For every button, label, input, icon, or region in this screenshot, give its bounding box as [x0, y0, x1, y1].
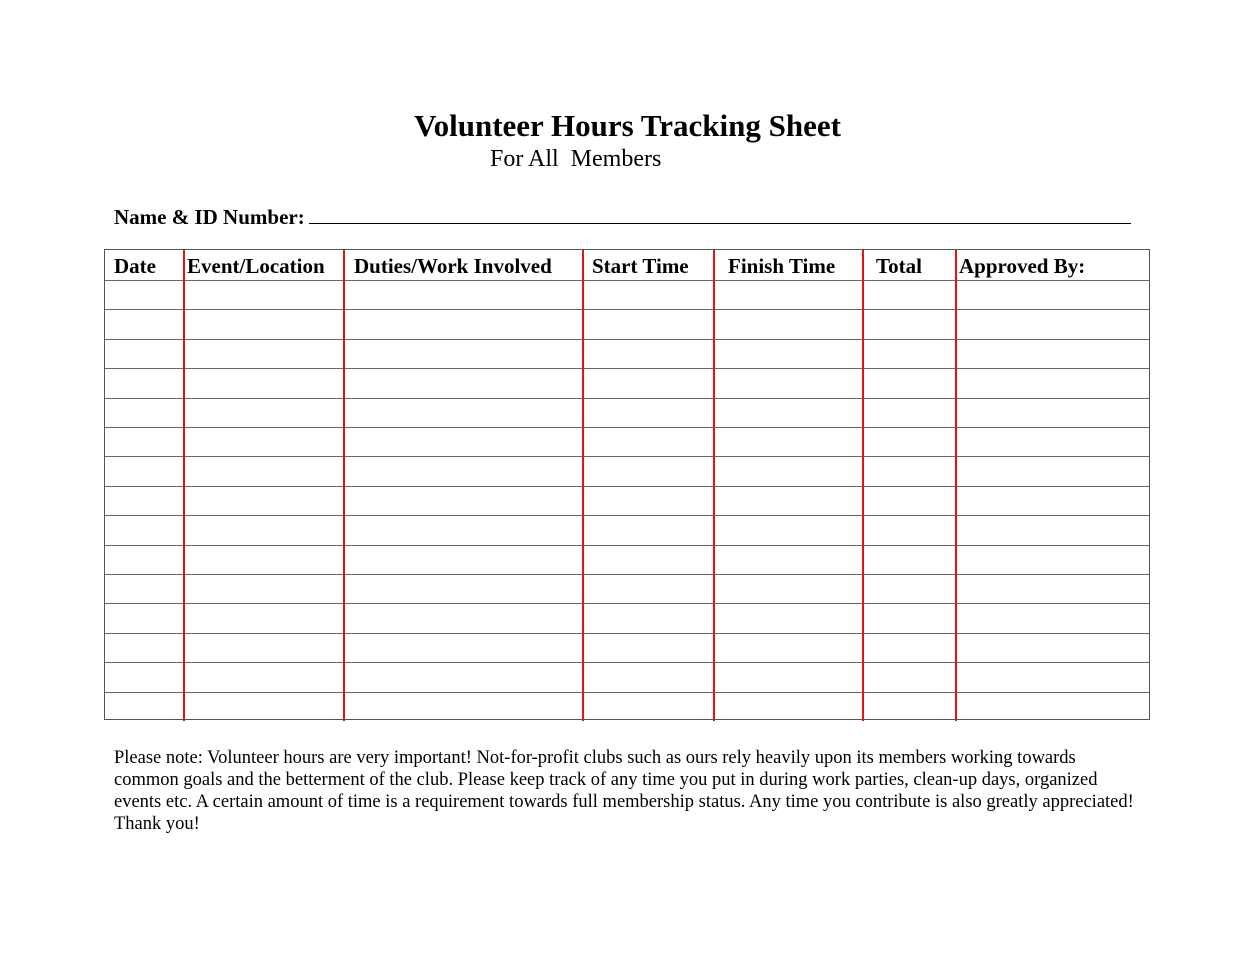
- table-cell[interactable]: [107, 663, 182, 690]
- table-cell[interactable]: [957, 516, 1148, 543]
- table-cell[interactable]: [957, 369, 1148, 396]
- table-cell[interactable]: [107, 575, 182, 602]
- table-cell[interactable]: [864, 487, 954, 514]
- table-cell[interactable]: [584, 546, 712, 573]
- table-cell[interactable]: [715, 634, 861, 661]
- column-header-total: Total: [876, 254, 922, 278]
- table-cell[interactable]: [107, 310, 182, 337]
- table-cell[interactable]: [957, 546, 1148, 573]
- table-cell[interactable]: [715, 663, 861, 690]
- table-cell[interactable]: [584, 399, 712, 426]
- table-cell[interactable]: [584, 457, 712, 484]
- table-cell[interactable]: [185, 457, 342, 484]
- table-cell[interactable]: [957, 663, 1148, 690]
- table-cell[interactable]: [107, 634, 182, 661]
- table-cell[interactable]: [864, 369, 954, 396]
- hours-table: [104, 249, 1150, 720]
- table-cell[interactable]: [107, 546, 182, 573]
- table-cell[interactable]: [584, 369, 712, 396]
- column-header-event-location: Event/Location: [187, 254, 325, 278]
- column-header-approved-by: Approved By:: [959, 254, 1086, 278]
- table-cell[interactable]: [584, 310, 712, 337]
- table-cell[interactable]: [957, 310, 1148, 337]
- table-cell[interactable]: [715, 516, 861, 543]
- column-header-start-time: Start Time: [592, 254, 689, 278]
- table-cell[interactable]: [715, 487, 861, 514]
- table-cell[interactable]: [185, 340, 342, 367]
- table-cell[interactable]: [345, 340, 581, 367]
- table-cell[interactable]: [185, 575, 342, 602]
- table-cell[interactable]: [864, 575, 954, 602]
- table-cell[interactable]: [957, 457, 1148, 484]
- table-cell[interactable]: [584, 575, 712, 602]
- table-cell[interactable]: [107, 604, 182, 631]
- table-cell[interactable]: [185, 281, 342, 308]
- table-cell[interactable]: [864, 399, 954, 426]
- table-cell[interactable]: [715, 575, 861, 602]
- table-cell[interactable]: [345, 546, 581, 573]
- table-cell[interactable]: [185, 487, 342, 514]
- table-cell[interactable]: [185, 546, 342, 573]
- table-cell[interactable]: [715, 399, 861, 426]
- sheet-subtitle: For All Members: [490, 146, 662, 172]
- table-cell[interactable]: [584, 663, 712, 690]
- table-cell[interactable]: [715, 604, 861, 631]
- column-header-finish-time: Finish Time: [728, 254, 836, 278]
- table-cell[interactable]: [107, 487, 182, 514]
- table-cell[interactable]: [584, 340, 712, 367]
- table-cell[interactable]: [345, 575, 581, 602]
- table-cell[interactable]: [957, 340, 1148, 367]
- table-cell[interactable]: [864, 281, 954, 308]
- name-id-blank-line[interactable]: [309, 201, 1131, 224]
- table-cell[interactable]: [185, 399, 342, 426]
- table-cell[interactable]: [584, 634, 712, 661]
- table-cell[interactable]: [957, 575, 1148, 602]
- table-cell[interactable]: [107, 516, 182, 543]
- table-cell[interactable]: [584, 487, 712, 514]
- row-divider: [105, 692, 1149, 693]
- column-header-duties: Duties/Work Involved: [354, 254, 552, 278]
- table-cell[interactable]: [864, 340, 954, 367]
- note-paragraph: Please note: Volunteer hours are very important! Not-for-profit clubs such as ours rely heavily upon its members working towards common goals and the betterment of the club. Please keep track of any time you put in during work parties, clean-up days, organized events etc. A certain amount of time is a requirement towards full membership status. Any time you contribute is also greatly appreciated! Thank you!: [114, 748, 1134, 834]
- table-cell[interactable]: [345, 399, 581, 426]
- table-cell[interactable]: [957, 399, 1148, 426]
- sheet-title: Volunteer Hours Tracking Sheet: [414, 108, 841, 143]
- table-cell[interactable]: [345, 604, 581, 631]
- column-header-date: Date: [114, 254, 156, 278]
- table-cell[interactable]: [345, 516, 581, 543]
- table-cell[interactable]: [185, 310, 342, 337]
- table-cell[interactable]: [584, 516, 712, 543]
- table-cell[interactable]: [715, 281, 861, 308]
- table-cell[interactable]: [345, 281, 581, 308]
- table-cell[interactable]: [715, 369, 861, 396]
- table-cell[interactable]: [107, 369, 182, 396]
- table-cell[interactable]: [345, 457, 581, 484]
- table-cell[interactable]: [345, 428, 581, 455]
- table-cell[interactable]: [345, 487, 581, 514]
- table-cell[interactable]: [715, 428, 861, 455]
- table-cell[interactable]: [345, 369, 581, 396]
- table-cell[interactable]: [864, 546, 954, 573]
- name-id-label: Name & ID Number:: [114, 205, 305, 229]
- table-cell[interactable]: [957, 604, 1148, 631]
- table-cell[interactable]: [107, 281, 182, 308]
- table-cell[interactable]: [864, 516, 954, 543]
- table-cell[interactable]: [185, 428, 342, 455]
- table-cell[interactable]: [584, 428, 712, 455]
- table-cell[interactable]: [107, 399, 182, 426]
- table-cell[interactable]: [345, 310, 581, 337]
- table-cell[interactable]: [957, 487, 1148, 514]
- table-cell[interactable]: [345, 663, 581, 690]
- table-cell[interactable]: [715, 546, 861, 573]
- table-cell[interactable]: [107, 428, 182, 455]
- table-cell[interactable]: [715, 310, 861, 337]
- table-cell[interactable]: [107, 340, 182, 367]
- name-id-field: [114, 201, 1131, 231]
- table-cell[interactable]: [864, 457, 954, 484]
- table-cell[interactable]: [715, 457, 861, 484]
- table-cell[interactable]: [185, 604, 342, 631]
- table-cell[interactable]: [864, 604, 954, 631]
- table-cell[interactable]: [957, 634, 1148, 661]
- table-cell[interactable]: [715, 340, 861, 367]
- table-cell[interactable]: [107, 457, 182, 484]
- table-cell[interactable]: [957, 281, 1148, 308]
- table-cell[interactable]: [584, 604, 712, 631]
- table-cell[interactable]: [957, 428, 1148, 455]
- table-cell[interactable]: [185, 663, 342, 690]
- table-cell[interactable]: [864, 310, 954, 337]
- table-cell[interactable]: [345, 634, 581, 661]
- table-cell[interactable]: [864, 634, 954, 661]
- table-cell[interactable]: [864, 663, 954, 690]
- table-cell[interactable]: [185, 369, 342, 396]
- table-cell[interactable]: [864, 428, 954, 455]
- table-cell[interactable]: [185, 516, 342, 543]
- table-cell[interactable]: [584, 281, 712, 308]
- table-cell[interactable]: [185, 634, 342, 661]
